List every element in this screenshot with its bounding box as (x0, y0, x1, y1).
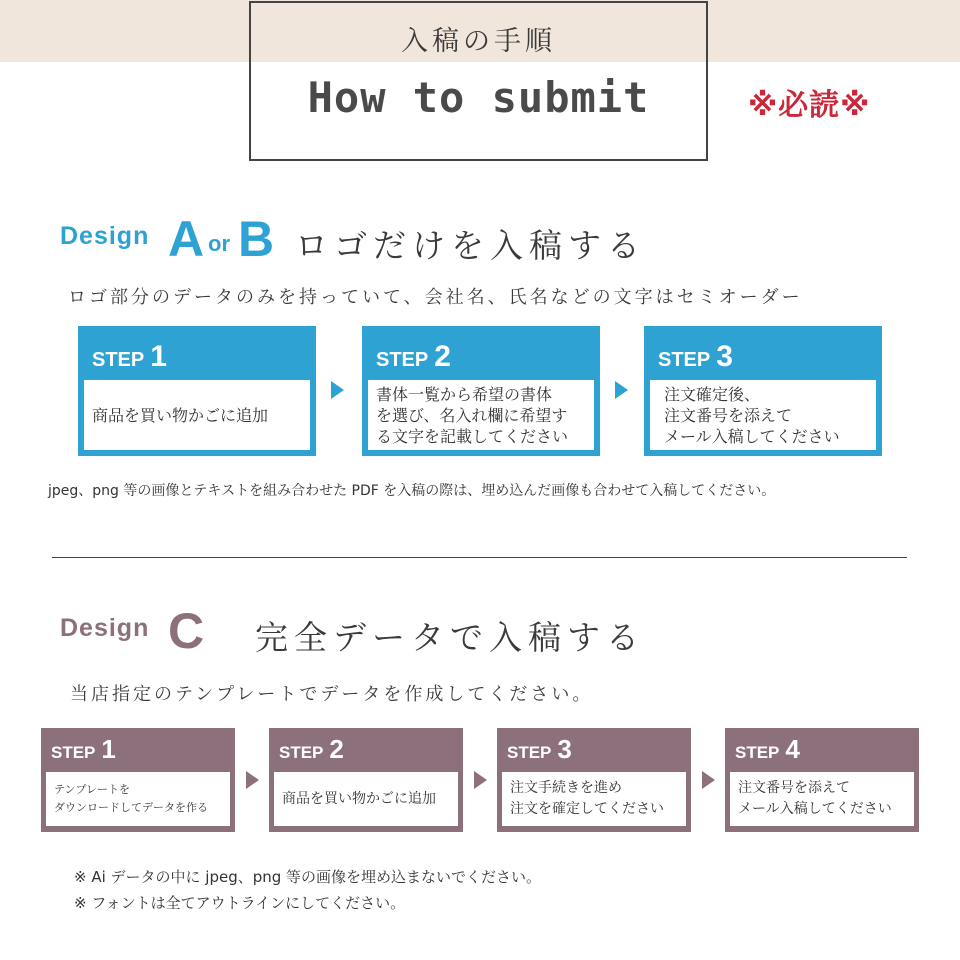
design-letter-b: B (238, 211, 275, 267)
section-subtitle-ab: ロゴ部分のデータのみを持っていて、会社名、氏名などの文字はセミオーダー (68, 287, 803, 308)
design-or: or (208, 231, 230, 256)
step-description (274, 772, 458, 826)
section-divider (52, 557, 907, 558)
step-card-ab-1 (78, 326, 316, 456)
note-ai-images: ※ Ai データの中に jpeg、png 等の画像を埋め込まないでください。 (74, 868, 542, 886)
step-card-ab-3 (644, 326, 882, 456)
step-line: 注文番号を添えて (738, 780, 850, 796)
step-line: 注文を確定してください (510, 801, 664, 817)
step-line: 注文確定後、 (664, 384, 761, 404)
step-card-c-2 (269, 728, 463, 832)
step-card-ab-2 (362, 326, 600, 456)
step-line: メール入稿してください (664, 426, 840, 446)
step-description (502, 772, 686, 826)
step-card-c-3 (497, 728, 691, 832)
section-subtitle-c: 当店指定のテンプレートでデータを作成してください。 (70, 684, 594, 705)
step-heading: STEP 2 (279, 734, 344, 764)
arrow-right-icon (615, 381, 628, 399)
step-heading: STEP 1 (92, 340, 167, 373)
step-line: る文字を記載してください (376, 426, 569, 446)
step-line: 注文番号を添えて (664, 405, 793, 425)
note-outline-fonts: ※ フォントは全てアウトラインにしてください。 (74, 894, 406, 912)
arrow-right-icon (246, 771, 259, 789)
page-title-jp: 入稿の手順 (401, 26, 556, 57)
step-line: 商品を買い物かごに追加 (282, 790, 436, 807)
arrow-right-icon (331, 381, 344, 399)
step-heading: STEP 4 (735, 734, 800, 764)
step-description (368, 380, 594, 450)
step-description (46, 772, 230, 826)
design-letter-a: A (168, 211, 205, 267)
step-line: 商品を買い物かごに追加 (92, 405, 269, 425)
step-line: を選び、名入れ欄に希望す (376, 405, 568, 425)
step-card-c-4 (725, 728, 919, 832)
step-heading: STEP 3 (507, 734, 572, 764)
section-heading-c: 完全データで入稿する (255, 618, 645, 657)
step-card-c-1 (41, 728, 235, 832)
title-box (249, 1, 708, 161)
step-heading: STEP 3 (658, 340, 733, 373)
arrow-right-icon (702, 771, 715, 789)
step-line: 書体一覧から希望の書体 (376, 384, 553, 404)
design-label-ab: Design (60, 222, 150, 250)
arrow-right-icon (474, 771, 487, 789)
design-letter-c: C (168, 603, 205, 659)
design-label-c: Design (60, 614, 150, 642)
note-pdf: jpeg、png 等の画像とテキストを組み合わせた PDF を入稿の際は、埋め込んだ画像も合わせて入稿してください。 (48, 483, 776, 499)
step-description (730, 772, 914, 826)
step-line: ダウンロードしてデータを作る (54, 801, 208, 814)
page-title-en: How to submit (307, 73, 650, 122)
section-heading-ab: ロゴだけを入稿する (295, 226, 646, 265)
step-line: メール入稿してください (738, 801, 892, 817)
step-line: テンプレートを (54, 783, 131, 796)
step-line: 注文手続きを進め (510, 780, 622, 796)
must-read-label: ※必読※ (748, 88, 871, 123)
step-heading: STEP 2 (376, 340, 451, 373)
step-description (650, 380, 876, 450)
step-heading: STEP 1 (51, 734, 116, 764)
step-description (84, 380, 310, 450)
